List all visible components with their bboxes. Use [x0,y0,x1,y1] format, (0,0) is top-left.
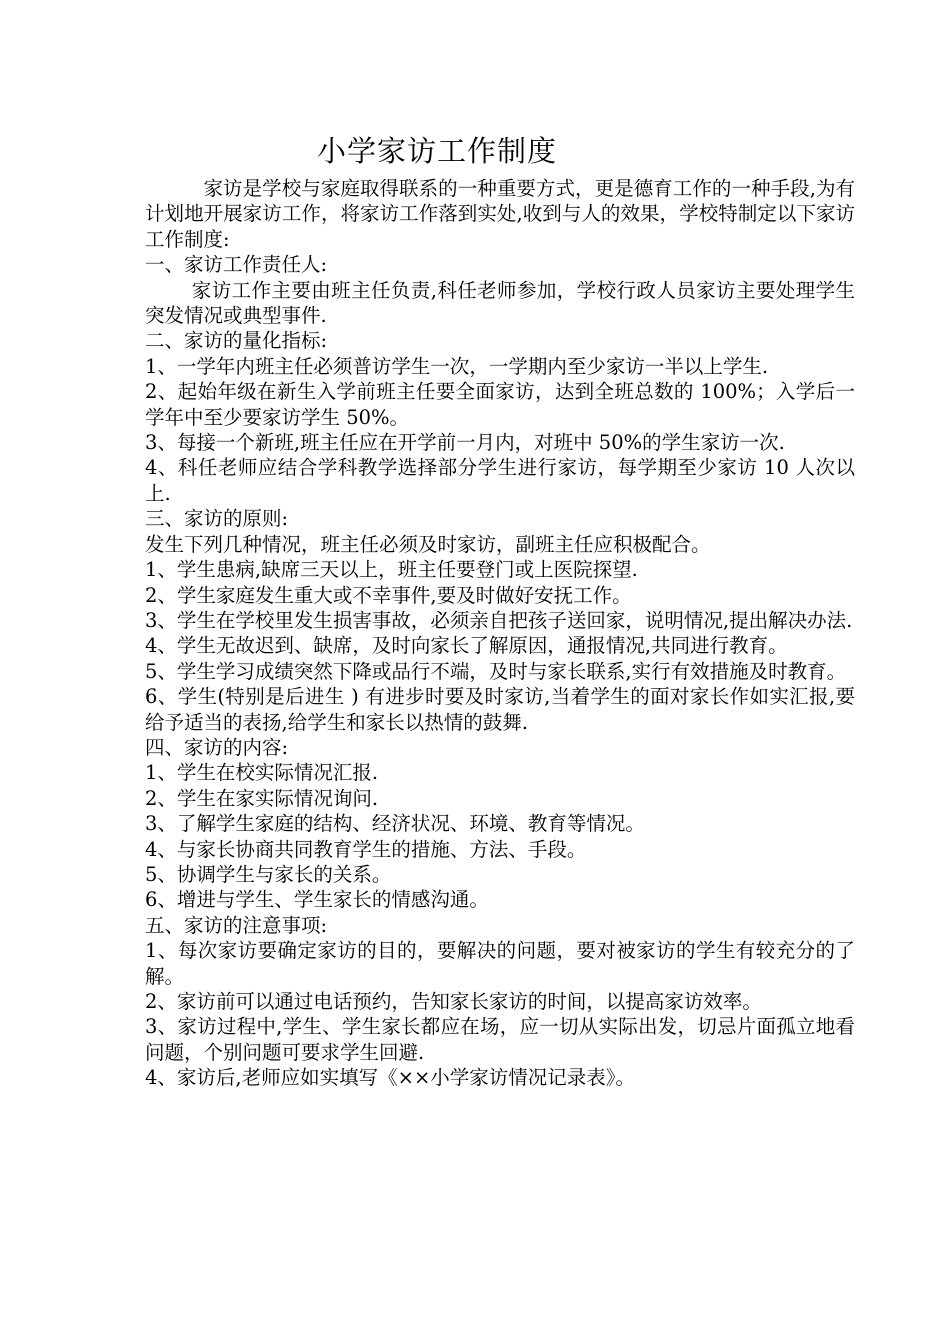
list-item: 2、起始年级在新生入学前班主任要全面家访，达到全班总数的 100%；入学后一学年中至少要家访学生 50%。 [145,380,855,429]
list-item: 1、学生患病,缺席三天以上，班主任要登门或上医院探望. [145,558,638,582]
list-item: 4、与家长协商共同教育学生的措施、方法、手段。 [145,837,587,861]
list-item: 3、每接一个新班,班主任应在开学前一月内，对班中 50%的学生家访一次. [145,431,785,455]
list-item: 3、了解学生家庭的结构、经济状况、环境、教育等情况。 [145,812,645,836]
list-item: 4、学生无故迟到、缺席，及时向家长了解原因，通报情况,共同进行教育。 [145,634,788,658]
list-item: 5、协调学生与家长的关系。 [145,862,392,886]
document-body [145,176,855,1091]
list-item: 3、学生在学校里发生损害事故，必须亲自把孩子送回家，说明情况,提出解决办法. [145,608,853,632]
list-item: 1、学生在校实际情况汇报. [145,761,379,785]
list-item: 1、一学年内班主任必须普访学生一次，一学期内至少家访一半以上学生. [145,354,769,378]
section-heading-content: 四、家访的内容: [145,735,289,759]
section-heading-precautions: 五、家访的注意事项: [145,913,328,937]
list-item: 1、每次家访要确定家访的目的，要解决的问题，要对被家访的学生有较充分的了解。 [145,939,855,988]
list-item: 4、家访后,老师应如实填写《××小学家访情况记录表》。 [145,1066,636,1090]
section-heading-responsible: 一、家访工作责任人: [145,253,328,277]
section-heading-quantified-targets: 二、家访的量化指标: [145,329,328,353]
list-item: 2、学生在家实际情况询问. [145,786,379,810]
list-item: 3、家访过程中,学生、学生家长都应在场，应一切从实际出发，切忌片面孤立地看问题，个别问题可要求学生回避. [145,1015,855,1064]
list-item: 4、科任老师应结合学科教学选择部分学生进行家访，每学期至少家访 10 人次以上. [145,456,855,505]
list-item: 2、学生家庭发生重大或不幸事件,要及时做好安抚工作。 [145,583,632,607]
list-item: 5、学生学习成绩突然下降或品行不端，及时与家长联系,实行有效措施及时教育。 [145,659,847,683]
list-item: 6、学生(特别是后进生 ) 有进步时要及时家访,当着学生的面对家长作如实汇报,要给予适当的表扬,给学生和家长以热情的鼓舞. [145,685,855,734]
intro-paragraph: 家访是学校与家庭取得联系的一种重要方式，更是德育工作的一种手段,为有计划地开展家访工作，将家访工作落到实处,收到与人的效果，学校特制定以下家访工作制度: [145,177,855,251]
section-paragraph: 家访工作主要由班主任负责,科任老师参加，学校行政人员家访主要处理学生突发情况或典型事件. [145,278,855,328]
section-paragraph: 发生下列几种情况，班主任必须及时家访，副班主任应积极配合。 [145,532,711,556]
list-item: 2、家访前可以通过电话预约，告知家长家访的时间，以提高家访效率。 [145,990,762,1013]
list-item: 6、增进与学生、学生家长的情感沟通。 [145,888,489,912]
document-page [145,128,855,1091]
section-heading-principles: 三、家访的原则: [145,507,289,531]
document-title: 小学家访工作制度 [317,134,558,168]
